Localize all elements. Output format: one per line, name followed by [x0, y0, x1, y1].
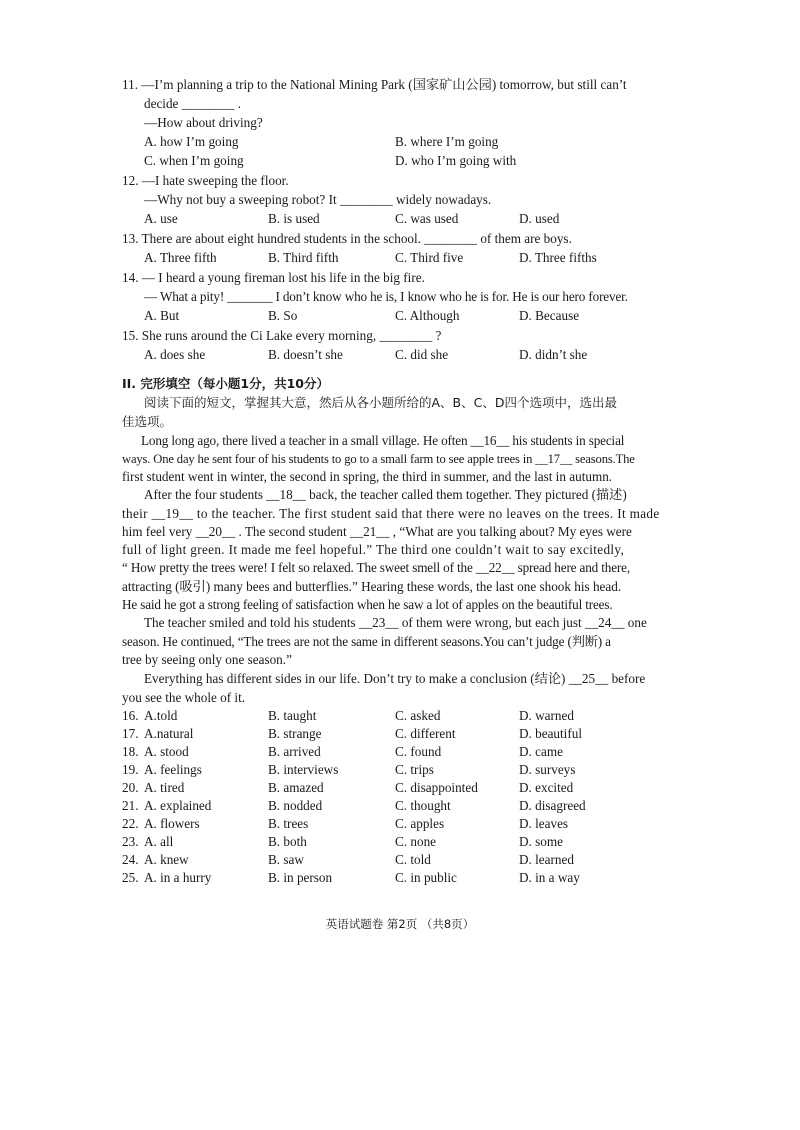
option: C. apples: [395, 816, 445, 831]
option: D. surveys: [519, 762, 576, 777]
question-text: There are about eight hundred students in the school. ________ of them are boys.: [141, 231, 572, 246]
question-number: 25.: [122, 870, 139, 885]
option: B. where I’m going: [395, 134, 499, 149]
question-text: —Why not buy a sweeping robot? It ________ widely nowadays.: [144, 192, 492, 207]
option: C. Although: [395, 308, 460, 323]
question-11-stem: [122, 76, 627, 94]
passage-line: The teacher smiled and told his students __23__ of them were wrong, but each just __24__ one: [144, 615, 647, 630]
option: A. Three fifth: [144, 250, 217, 265]
question-15-stem: [122, 327, 441, 345]
question-14-stem: [122, 269, 425, 287]
passage-line: their __19__ to the teacher. The first student said that there were no leaves on the trees. It made: [122, 506, 660, 521]
question-number: 20.: [122, 780, 139, 795]
option: B. is used: [268, 211, 320, 226]
option: B. both: [268, 834, 307, 849]
option: B. in person: [268, 870, 333, 885]
option: A. does she: [144, 347, 206, 362]
option: D. warned: [519, 708, 574, 723]
option: B. Third fifth: [268, 250, 339, 265]
instruction-text: 阅读下面的短文，掌握其大意，然后从各小题所给的A、B、C、D四个选项中，选出最: [144, 395, 617, 410]
passage-line: ways. One day he sent four of his students to go to a small farm to see apple trees in __17__ seasons.The: [122, 452, 635, 466]
question-text: —How about driving?: [144, 115, 263, 130]
option: D. leaves: [519, 816, 569, 831]
passage-line: full of light green. It made me feel hopeful.” The third one couldn’t wait to say excitedly,: [122, 542, 625, 557]
question-number: 16.: [122, 708, 139, 723]
option: C. did she: [395, 347, 449, 362]
option: A. explained: [144, 798, 212, 813]
option: A. stood: [144, 744, 189, 759]
passage-line: After the four students __18__ back, the teacher called them together. They pictured (描述): [144, 487, 627, 502]
question-number: 24.: [122, 852, 139, 867]
option: A. in a hurry: [144, 870, 212, 885]
option: C. when I’m going: [144, 153, 244, 168]
question-number: 21.: [122, 798, 139, 813]
question-number: 18.: [122, 744, 139, 759]
option: D. who I’m going with: [395, 153, 517, 168]
question-text: decide ________ .: [144, 96, 242, 111]
option: D. didn’t she: [519, 347, 588, 362]
option: B. amazed: [268, 780, 324, 795]
question-text: —I’m planning a trip to the National Mining Park (国家矿山公园) tomorrow, but still can’t: [141, 77, 627, 92]
question-number: 17.: [122, 726, 139, 741]
option: A. tired: [144, 780, 185, 795]
question-text: — What a pity! _______ I don’t know who he is, I know who he is for. He is our hero forever.: [144, 289, 628, 304]
option: B. taught: [268, 708, 317, 723]
question-number: 13.: [122, 231, 139, 246]
option: D. beautiful: [519, 726, 582, 741]
option: B. saw: [268, 852, 304, 867]
option: A. how I’m going: [144, 134, 239, 149]
option: A.told: [144, 708, 178, 723]
option: C. thought: [395, 798, 451, 813]
option: B. So: [268, 308, 298, 323]
option: C. trips: [395, 762, 434, 777]
option: D. Because: [519, 308, 580, 323]
question-number: 14.: [122, 270, 139, 285]
option: D. Three fifths: [519, 250, 597, 265]
option: D. learned: [519, 852, 574, 867]
option: C. none: [395, 834, 437, 849]
passage-line: him feel very __20__ . The second student __21__ , “What are you talking about? My eyes were: [122, 524, 632, 539]
passage-line: attracting (吸引) many bees and butterflies.” Hearing these words, the last one shook his head.: [122, 579, 622, 594]
question-text: — I heard a young fireman lost his life in the big fire.: [141, 270, 425, 285]
option: D. excited: [519, 780, 574, 795]
question-number: 19.: [122, 762, 139, 777]
question-number: 15.: [122, 328, 139, 343]
option: C. told: [395, 852, 431, 867]
passage-line: season. He continued, “The trees are not the same in different seasons.You can’t judge (判断) a: [122, 634, 611, 649]
section-heading: II. 完形填空（每小题1分，共10分）: [122, 376, 329, 391]
question-number: 11.: [122, 77, 138, 92]
passage-line: tree by seeing only one season.”: [122, 652, 292, 667]
instruction-text: 佳选项。: [122, 414, 173, 429]
option: D. used: [519, 211, 560, 226]
option: B. arrived: [268, 744, 321, 759]
option: A.natural: [144, 726, 194, 741]
option: C. found: [395, 744, 442, 759]
question-13-stem: [122, 230, 572, 248]
option: A. use: [144, 211, 178, 226]
passage-line: He said he got a strong feeling of satisfaction when he saw a lot of apples on the beautiful trees.: [122, 597, 613, 612]
option: D. disagreed: [519, 798, 586, 813]
option: A. all: [144, 834, 174, 849]
question-number: 23.: [122, 834, 139, 849]
option: B. strange: [268, 726, 322, 741]
option: C. in public: [395, 870, 457, 885]
question-text: She runs around the Ci Lake every morning, ________ ?: [141, 328, 442, 343]
question-12-stem: [122, 172, 289, 190]
question-number: 22.: [122, 816, 139, 831]
option: B. interviews: [268, 762, 339, 777]
question-number: 12.: [122, 173, 139, 188]
question-text: —I hate sweeping the floor.: [141, 173, 289, 188]
option: D. came: [519, 744, 563, 759]
option: D. some: [519, 834, 563, 849]
option: C. different: [395, 726, 456, 741]
option: C. disappointed: [395, 780, 478, 795]
option: B. trees: [268, 816, 309, 831]
option: B. nodded: [268, 798, 323, 813]
option: D. in a way: [519, 870, 580, 885]
option: A. But: [144, 308, 180, 323]
passage-line: “ How pretty the trees were! I felt so relaxed. The sweet smell of the __22__ spread here and there,: [122, 560, 631, 575]
passage-line: first student went in winter, the second in spring, the third in summer, and the last in autumn.: [122, 469, 613, 484]
option: B. doesn’t she: [268, 347, 343, 362]
passage-line: Everything has different sides in our life. Don’t try to make a conclusion (结论) __25__ before: [144, 671, 646, 686]
option: A. flowers: [144, 816, 200, 831]
option: C. asked: [395, 708, 441, 723]
passage-line: you see the whole of it.: [122, 690, 246, 705]
page-footer: 英语试题卷 第2页 （共8页）: [325, 917, 475, 931]
option: A. knew: [144, 852, 189, 867]
option: C. was used: [395, 211, 459, 226]
option: C. Third five: [395, 250, 464, 265]
option: A. feelings: [144, 762, 202, 777]
passage-line: Long long ago, there lived a teacher in a small village. He often __16__ his students in special: [141, 433, 625, 448]
